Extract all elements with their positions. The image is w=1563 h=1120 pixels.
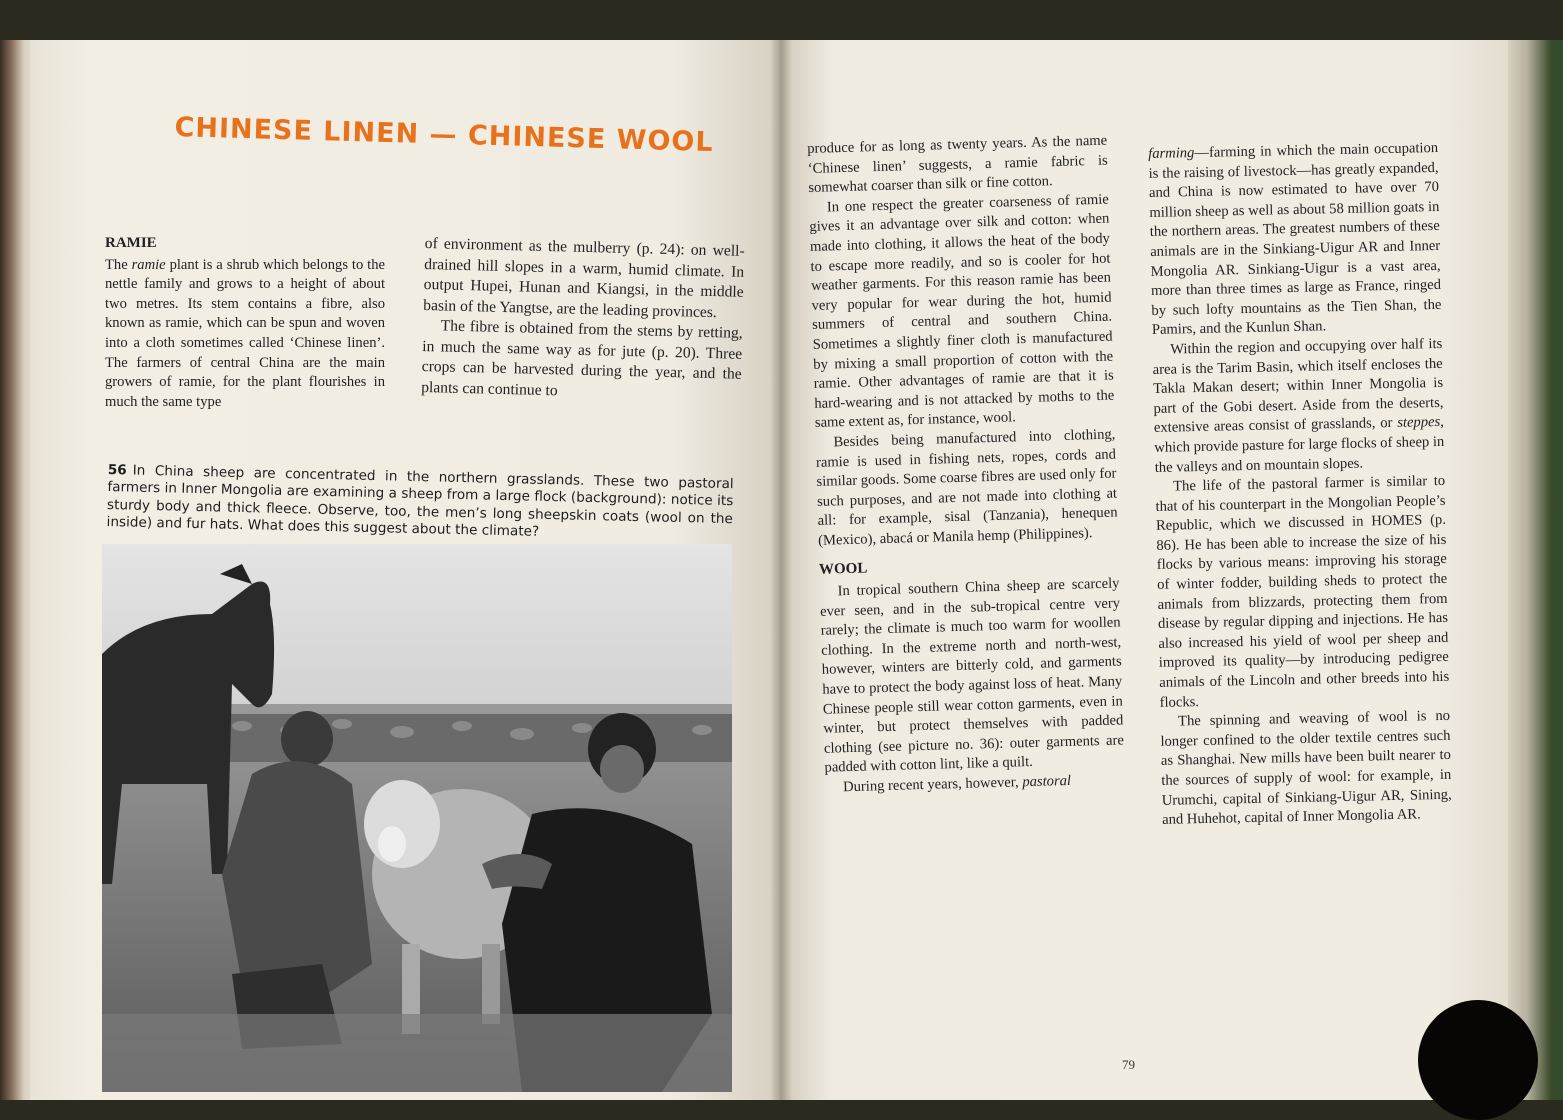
paragraph: [1155, 472, 1450, 713]
page-title: CHINESE LINEN — CHINESE WOOL: [174, 112, 714, 159]
italic-term: steppes: [1397, 414, 1441, 432]
text-run: produce for as long as twenty years. As the name ‘Chinese linen’ suggests, a ramie fabric is somewhat coarser than silk or fine cotton.: [807, 132, 1108, 197]
italic-term: pastoral: [1022, 772, 1072, 791]
text-run: In tropical southern China sheep are scarcely ever seen, and in the sub-tropical centre very rarely; the climate is much too warm for woollen clothing. In the extreme north and north-west, however, winters are bitterly cold, and garments have to protect the body against loss of heat. Many Chinese people still wear cotton garments, even in winter, but protect themselves with padded clothing (see picture no. 36): outer garments are padded with cotton lint, like a quilt.: [819, 575, 1125, 777]
text-run: , which provide pasture for large flocks of sheep in the valleys and on mountain slopes.: [1154, 414, 1445, 476]
paragraph: [819, 575, 1124, 779]
paragraph: of environment as the mulberry (p. 24): on well-drained hill slopes in a warm, humid climate. In output Hupei, Hunan and Kiangsi, in the middle basin of the Yangtse, are the leading provinces.: [423, 234, 745, 321]
text-run: Within the region and occupying over half its area is the Tarim Basin, which itself encloses the Takla Makan desert; within Inner Mongolia is part of the Gobi desert. Aside from the deserts, extensive areas consist of grasslands, or: [1152, 335, 1444, 437]
text-run: plant is a shrub which belongs to the nettle family and grows to a height of about two metres. Its stem contains a fibre, also known as ramie, which can be spun and woven into a cloth sometimes called ‘Chinese linen’. The farmers of central China are the main growers of ramie, for the plant flourishes in much the same type: [105, 256, 385, 410]
page-number: 79: [1122, 1057, 1135, 1072]
paragraph: [815, 425, 1118, 551]
paragraph: [1152, 335, 1445, 478]
wool-heading: WOOL: [818, 560, 868, 579]
photo-shepherds-examining-sheep: [102, 544, 732, 1092]
text-run: The life of the pastoral farmer is similar to that of his counterpart in the Mongolian People’s Republic, which we discussed in HOMES (p. 86). He has been able to increase the size of his flocks by various means: improving his storage of winter fodder, building sheds to protect the animals from blizzards, protecting them from disease by regular dipping and injections. He has also increased his yield of wool per sheep and improved its quality—by introducing pedigree animals of the Lincoln and other breeds into his flocks.: [1155, 472, 1450, 711]
text-run: In one respect the greater coarseness of ramie gives it an advantage over silk and cotton: when made into clothing, it allows the heat of the body to escape more readily, and so is cooler for hot weather garments. For this reason ramie has been very popular for wear during the hot, humid summers of central and southern China. Sometimes a slightly finer cloth is manufactured by mixing a small proportion of cotton with the ramie. Other advantages of ramie are that it is hard-wearing and is not attacked by moths to the same extent as, for instance, wool.: [809, 191, 1115, 432]
paragraph: [1160, 707, 1452, 831]
paragraph: [105, 256, 385, 413]
paragraph: [807, 132, 1109, 199]
paragraph: [1148, 139, 1442, 341]
text-run: The: [105, 256, 132, 273]
text-run: During recent years, however,: [842, 774, 1023, 796]
ramie-continued: [807, 132, 1118, 552]
thumb-shadow: [1418, 1000, 1538, 1120]
photo-caption: [106, 462, 733, 546]
ramie-heading: RAMIE: [105, 235, 157, 251]
caption-text: In China sheep are concentrated in the northern grasslands. These two pastoral farmers in Inner Mongolia are examining a sheep from a large flock (background): notice its sturdy body and thick fleece. Observe, too, the men’s long sheepskin coats (wool on the inside) and fur hats. What does this suggest about the climate?: [106, 462, 734, 541]
text-run: —farming in which the main occupation is the raising of livestock—has greatly expanded, and China is now estimated to have over 70 million sheep as well as about 58 million goats in the northern areas. The greatest numbers of these animals are in the Sinkiang-Uigur AR and Inner Mongolia AR. Sinkiang-Uigur is a vast area, more than three times as large as France, ringed by such lofty mountains as the Tien Shan, the Pamirs, and the Kunlun Shan.: [1148, 139, 1442, 339]
photo-image: [102, 544, 732, 1092]
left-column-2: [421, 234, 745, 406]
caption-number: 56: [107, 462, 127, 479]
right-column-1: [807, 132, 1125, 799]
paragraph: The fibre is obtained from the stems by retting, in much the same way as for jute (p. 20). Three crops can be harvested during the year, and the plants can continue to: [421, 317, 743, 399]
italic-term: farming: [1148, 145, 1195, 162]
ramie-paragraph: [105, 256, 385, 413]
book-gutter: [770, 40, 792, 1100]
italic-term: ramie: [131, 256, 166, 273]
book-edge-right: [1503, 40, 1563, 1100]
paragraph: [809, 190, 1115, 433]
text-run: The spinning and weaving of wool is no longer confined to the older textile centres such as Shanghai. New mills have been built nearer to the sources of supply of wool: for example, in Urumchi, capital of Sinkiang-Uigur AR, Sining, and Huhehot, capital of Inner Mongolia AR.: [1160, 708, 1452, 829]
wool-paragraphs: [819, 575, 1125, 799]
pastoral-farming-paragraphs: [1148, 139, 1452, 831]
right-column-2: [1148, 139, 1452, 831]
text-run: Besides being manufactured into clothing, ramie is used in fishing nets, ropes, cords and similar goods. Some coarse fibres are used only for such purposes, and are not made into clothing at all: for example, sisal (Tanzania), henequen (Mexico), abacá or Manila hemp (Philippines).: [815, 426, 1118, 549]
left-column-1: [105, 234, 385, 412]
